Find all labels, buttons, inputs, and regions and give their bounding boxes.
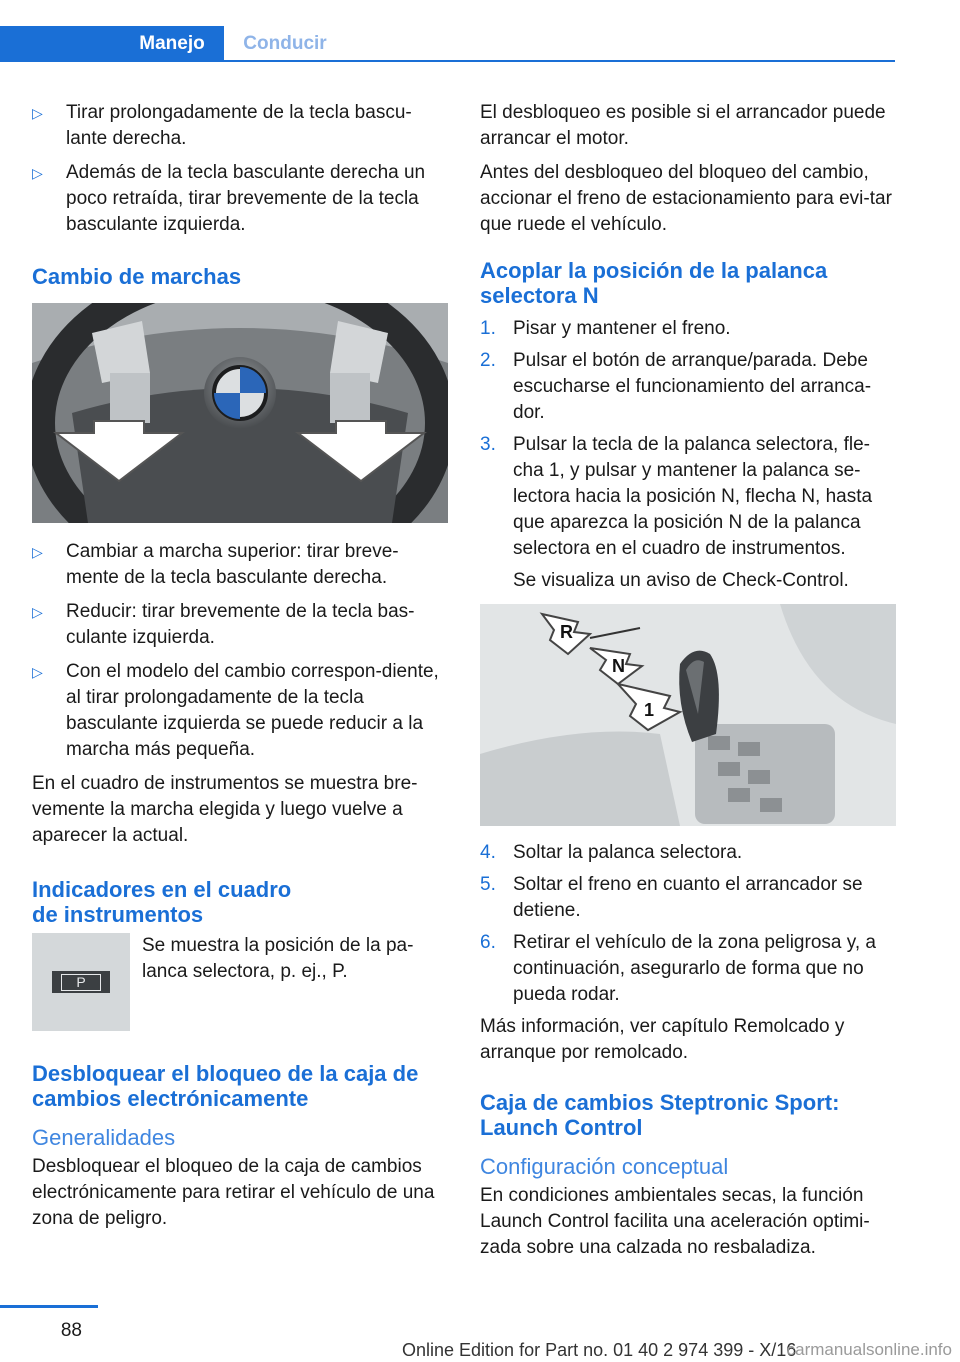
list-item: ▷ Con el modelo del cambio correspon‐diente, al tirar prolongadamente de la tecla basculante izquierda se puede reducir a la marcha más pequeña.: [32, 661, 439, 760]
paragraph-cuadro: En el cuadro de instrumentos se muestra bre‐vemente la marcha elegida y luego vuelve a aparecer la actual.: [32, 773, 418, 846]
triangle-bullet-icon: ▷: [32, 105, 43, 121]
list-item: ▷ Cambiar a marcha superior: tirar breve‐mente de la tecla basculante derecha.: [32, 541, 399, 588]
gear-selector-image: [480, 604, 896, 826]
heading-generalidades: Generalidades: [32, 1125, 176, 1150]
list-item: 5. Soltar el freno en cuanto el arrancador se detiene.: [480, 874, 863, 921]
paragraph-mas-informacion: Más información, ver capítulo Remolcado y arranque por remolcado.: [480, 1016, 845, 1063]
heading-acoplar: Acoplar la posición de la palanca selectora N: [480, 258, 828, 308]
page-number: 88: [60, 1320, 82, 1341]
heading-indicadores: Indicadores en el cuadro de instrumentos: [32, 877, 292, 927]
list-item: 3. Pulsar la tecla de la palanca selectora, fle‐cha 1, y pulsar y mantener la palanca se‐lectora hacia la posición N, flecha N, hasta que aparezca la posición N de la palanca selectora en el cuadro de instrumentos. Se visualiza un aviso de Check-Control.: [480, 432, 896, 594]
chapter-tabbar: [0, 26, 895, 62]
indicator-image: [32, 933, 130, 1031]
paragraph-generalidades: Desbloquear el bloqueo de la caja de cambios electrónicamente para retirar el vehículo de una zona de peligro.: [32, 1156, 435, 1229]
list-item: ▷ Además de la tecla basculante derecha un poco retraída, tirar brevemente de la tecla basculante izquierda.: [32, 162, 426, 235]
paragraph-freno: Antes del desbloqueo del bloqueo del cambio, accionar el freno de estacionamiento para evi‐tar que ruede el vehículo.: [480, 162, 892, 235]
arrow-label-r: R: [560, 622, 573, 642]
steering-wheel-illustration: [32, 303, 448, 523]
steps-list-a: [480, 316, 896, 594]
triangle-bullet-icon: ▷: [32, 604, 43, 620]
list-item: ▷ Reducir: tirar brevemente de la tecla bas‐culante izquierda.: [32, 601, 415, 648]
indicator-text: Se muestra la posición de la pa‐lanca selectora, p. ej., P.: [142, 935, 414, 982]
footer-rule: [0, 1305, 98, 1308]
edition-text: Online Edition for Part no. 01 40 2 974 399 - X/16: [402, 1340, 797, 1360]
heading-launch-control: Caja de cambios Steptronic Sport: Launch Control: [480, 1090, 840, 1140]
left-column: [32, 100, 448, 1240]
steps-list-b: [480, 840, 896, 1008]
gear-selector-illustration: [480, 604, 896, 826]
arrow-label-1: 1: [644, 700, 655, 720]
heading-cambio-de-marchas: Cambio de marchas: [32, 264, 242, 289]
triangle-bullet-icon: ▷: [32, 165, 43, 181]
list-item: 4. Soltar la palanca selectora.: [480, 842, 743, 863]
steering-wheel-image: [32, 303, 448, 523]
bullet-list-cambio: [32, 539, 448, 763]
triangle-bullet-icon: ▷: [32, 544, 43, 560]
arrow-label-n: N: [612, 656, 625, 676]
list-item: 1. Pisar y mantener el freno.: [480, 318, 731, 339]
paragraph-configuracion: En condiciones ambientales secas, la función Launch Control facilita una aceleración optimi‐zada sobre una calzada no resbaladiza.: [480, 1185, 870, 1258]
tab-conducir[interactable]: Conducir: [243, 33, 327, 54]
heading-desbloquear: Desbloquear el bloqueo de la caja de cambios electrónicamente: [32, 1061, 419, 1111]
gear-p-display-icon: P: [52, 971, 110, 993]
list-item: 6. Retirar el vehículo de la zona peligrosa y, a continuación, asegurarlo de forma que no pueda rodar.: [480, 932, 876, 1005]
tab-manejo[interactable]: Manejo: [120, 26, 224, 62]
heading-configuracion: Configuración conceptual: [480, 1154, 729, 1179]
watermark-text: carmanualsonline.info: [786, 1340, 952, 1359]
step-note: Se visualiza un aviso de Check-Control.: [513, 570, 849, 591]
list-item: 2. Pulsar el botón de arranque/parada. Debe escucharse el funcionamiento del arranca‐dor.: [480, 350, 872, 423]
bullet-list-top: [32, 100, 448, 238]
list-item: ▷ Tirar prolongadamente de la tecla bascu‐lante derecha.: [32, 102, 412, 149]
tab-accent-block: [0, 26, 120, 62]
paragraph-desbloqueo: El desbloqueo es posible si el arrancador puede arrancar el motor.: [480, 102, 886, 149]
triangle-bullet-icon: ▷: [32, 664, 43, 680]
right-column: [480, 100, 896, 1269]
indicator-row: [32, 933, 448, 1031]
